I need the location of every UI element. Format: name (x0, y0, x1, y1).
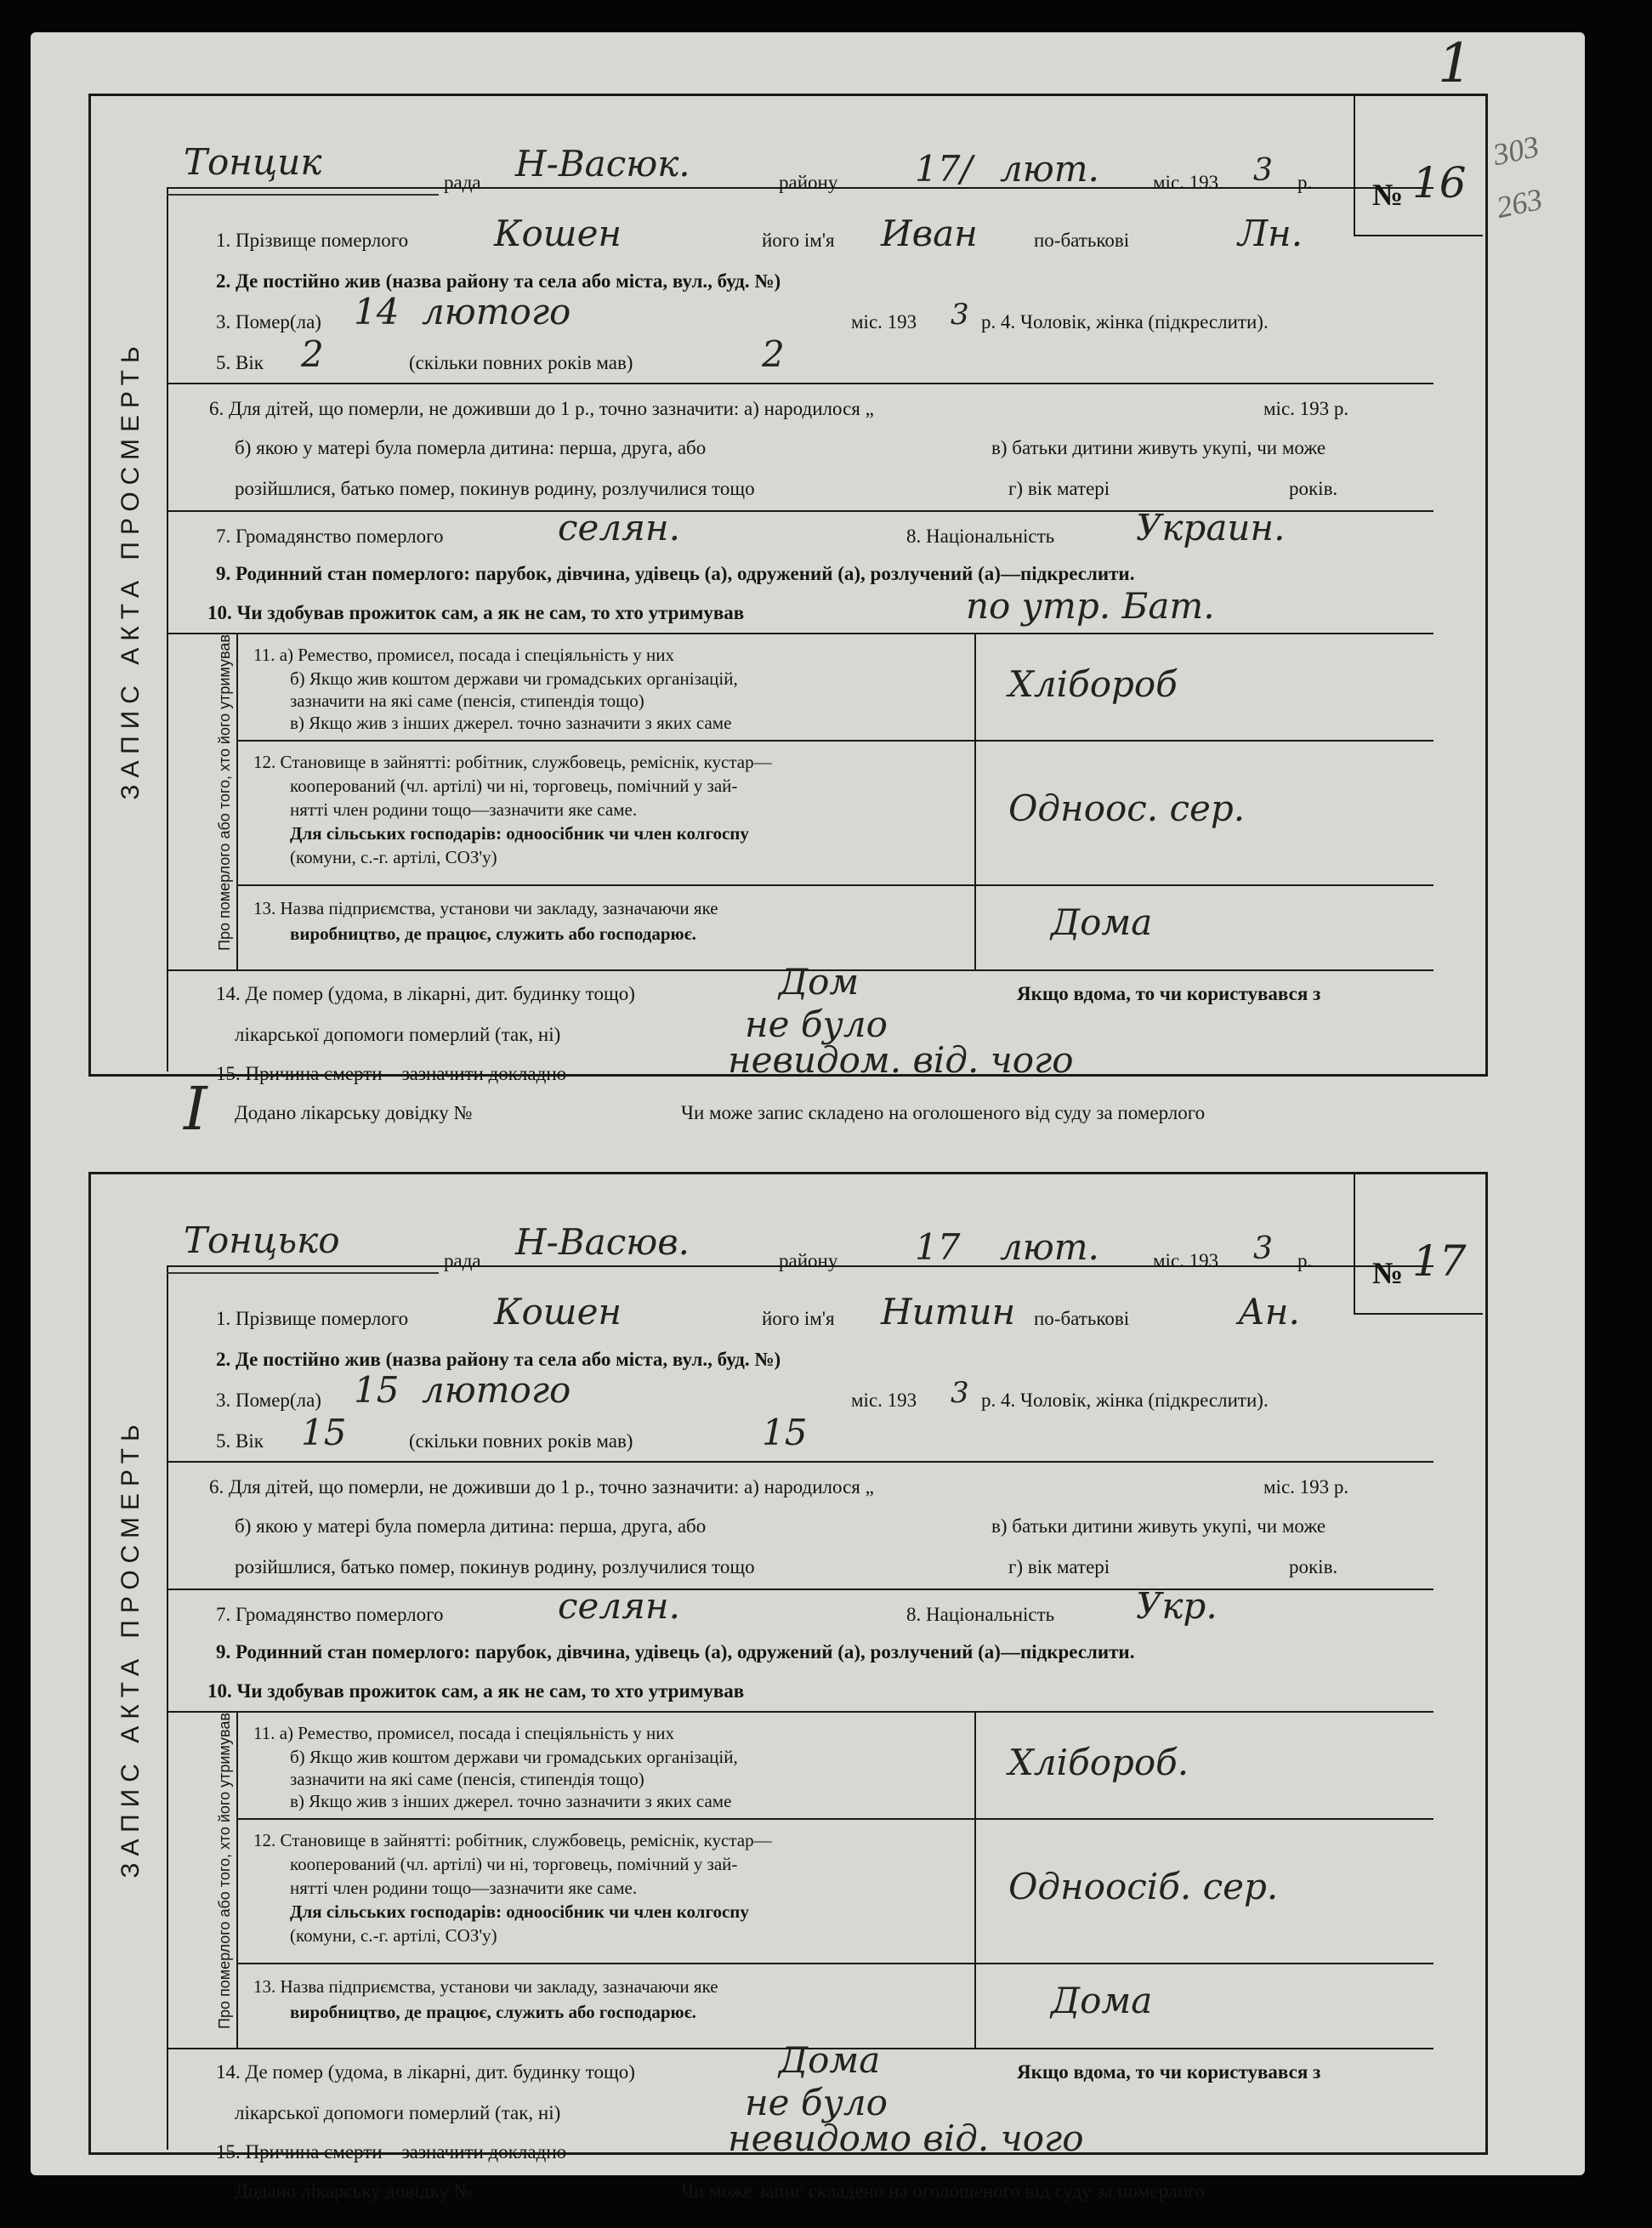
died-year-digit: 3 (951, 298, 969, 332)
infant-label: 6. Для дітей, що померли, не доживши до 1 р., точно зазначити: а) народилося „ (209, 398, 874, 419)
cause-value: невидомо від. чого (728, 2117, 1084, 2159)
cause-label: 15. Причина смерти—зазначити докладно (216, 2141, 567, 2163)
died-year-digit: 3 (951, 1376, 969, 1410)
age-value: 15 (301, 1412, 347, 1453)
patronymic-value: Лн. (1238, 213, 1303, 254)
medical-help-label: лікарської допомоги померлий (так, ні) (235, 2102, 561, 2123)
medical-help-label: лікарської допомоги померлий (так, ні) (235, 1024, 561, 1045)
workplace-value: Дома (1051, 1980, 1153, 2021)
died-year-label: міс. 193 (851, 311, 917, 332)
surname-value: Кошен (494, 1291, 622, 1333)
status-label-4: Для сільських господарів: одноосібник чи член колгоспу (290, 1901, 749, 1922)
occupation-label-2: б) Якщо жив коштом держави чи громадських організацій, (290, 1747, 738, 1767)
mother-age-label: г) вік матері (1008, 478, 1110, 499)
citizenship-label: 7. Громадянство померлого (216, 526, 444, 547)
section-side-label: Про померлого або того, хто його утримував (216, 634, 233, 951)
infant-label: 6. Для дітей, що померли, не доживши до 1 р., точно зазначити: а) народилося „ (209, 1476, 874, 1498)
status-label-5: (комуни, с.-г. артілі, СОЗ'у) (290, 1925, 497, 1946)
age-years-label: (скільки повних років мав) (409, 1430, 633, 1452)
residence-label: 2. Де постійно жив (назва району та села або міста, вул., буд. №) (216, 270, 781, 292)
support-value: по утр. Бат. (966, 585, 1215, 627)
year-r-label: р. (1297, 172, 1313, 193)
death-record-form-1 (31, 94, 1585, 1131)
margin-note-top: 303 (1490, 128, 1542, 173)
record-number-label: № (1372, 1256, 1404, 1290)
court-label: Чи може запис складено на оголошеного від суду за померлого (681, 1102, 1206, 1123)
medical-help-value: не було (745, 1003, 888, 1045)
nationality-label: 8. Національність (906, 1604, 1055, 1625)
marital-label: 9. Родинний стан померлого: парубок, дівчина, удівець (а), одружений (а), розлучений (а)—підкреслити. (216, 1641, 1135, 1662)
death-place-value: Дома (779, 2039, 881, 2081)
death-record-form-2 (31, 1172, 1585, 2209)
court-label: Чи може запис складено на оголошеного від суду за померлого (681, 2180, 1206, 2202)
status-label-2: кооперований (чл. артілі) чи ні, торговець, помічний у зай- (290, 776, 738, 796)
rada-value: Тонцик (184, 141, 322, 183)
status-label-2: кооперований (чл. артілі) чи ні, торговець, помічний у зай- (290, 1854, 738, 1874)
certificate-label: Додано лікарську довідку № (235, 1102, 473, 1123)
mother-age-years-label: років. (1289, 478, 1338, 499)
citizenship-label: 7. Громадянство померлого (216, 1604, 444, 1625)
age-full-value: 15 (762, 1412, 808, 1453)
rada-label: рада (444, 1250, 481, 1271)
status-label-1: 12. Становище в зайнятті: робітник, службовець, реміснік, кустар— (253, 752, 772, 772)
status-value: Одноосіб. сер. (1008, 1866, 1279, 1907)
surname-label: 1. Прізвище померлого (216, 1308, 409, 1329)
occupation-value: Хлібороб (1008, 663, 1178, 705)
age-full-value: 2 (762, 333, 785, 375)
cause-value: невидом. від. чого (728, 1039, 1074, 1081)
mother-age-label: г) вік матері (1008, 1556, 1110, 1577)
died-month-value: лютого (422, 291, 571, 332)
rayon-label: району (779, 172, 838, 193)
date-day-value: 17 (915, 1226, 961, 1268)
status-value: Одноос. сер. (1008, 787, 1246, 829)
occupation-label-4: в) Якщо жив з інших джерел. точно зазначити з яких саме (290, 713, 732, 733)
status-label-4: Для сільських господарів: одноосібник чи член колгоспу (290, 823, 749, 844)
patronymic-label: по-батькові (1034, 230, 1130, 251)
infant-parents-label: в) батьки дитини живуть укупі, чи може (991, 1515, 1326, 1537)
infant-month-label: міс. 193 р. (1263, 398, 1349, 419)
workplace-label-2: виробництво, де працює, служить або господарює. (290, 924, 696, 944)
occupation-label-3: зазначити на які саме (пенсія, стипендія тощо) (290, 691, 644, 711)
date-day-value: 17/ (915, 148, 973, 190)
name-value: Иван (881, 213, 978, 254)
citizenship-value: селян. (558, 507, 680, 548)
certificate-label: Додано лікарську довідку № (235, 2180, 473, 2202)
name-label: його ім'я (762, 1308, 835, 1329)
infant-parents-label: в) батьки дитини живуть укупі, чи може (991, 437, 1326, 458)
cause-label: 15. Причина смерти—зазначити докладно (216, 1063, 567, 1084)
patronymic-label: по-батькові (1034, 1308, 1130, 1329)
marital-label: 9. Родинний стан померлого: парубок, дівчина, удівець (а), одружений (а), розлучений (а)—підкреслити. (216, 563, 1135, 584)
name-value: Нитин (881, 1291, 1016, 1333)
died-year-label: міс. 193 (851, 1390, 917, 1411)
side-title: ЗАПИС АКТА ПРОСМЕРТЬ (116, 339, 145, 800)
death-place-value: Дом (779, 961, 860, 1003)
month-year-label: міс. 193 (1153, 172, 1219, 193)
nationality-label: 8. Національність (906, 526, 1055, 547)
occupation-value: Хлібороб. (1008, 1742, 1189, 1783)
workplace-value: Дома (1051, 901, 1153, 943)
year-digit-value: 3 (1253, 153, 1273, 188)
record-number-value: 17 (1412, 1236, 1467, 1286)
patronymic-value: Ан. (1238, 1291, 1300, 1333)
rada-label: рада (444, 172, 481, 193)
mother-age-years-label: років. (1289, 1556, 1338, 1577)
rada-value: Тонцько (184, 1219, 340, 1261)
rayon-label: району (779, 1250, 838, 1271)
year-r-label: р. (1297, 1250, 1313, 1271)
citizenship-value: селян. (558, 1585, 680, 1627)
occupation-label-4: в) Якщо жив з інших джерел. точно зазначити з яких саме (290, 1791, 732, 1811)
year-digit-value: 3 (1253, 1231, 1273, 1266)
died-day-value: 14 (354, 291, 400, 332)
divider-mark: I (184, 1074, 207, 1144)
support-label: 10. Чи здобував прожиток сам, а як не сам, то хто утримував (207, 1680, 745, 1702)
date-month-value: лют. (1000, 1226, 1099, 1268)
status-label-5: (комуни, с.-г. артілі, СОЗ'у) (290, 847, 497, 867)
rayon-value: Н-Васюв. (515, 1221, 690, 1263)
status-label-1: 12. Становище в зайнятті: робітник, службовець, реміснік, кустар— (253, 1830, 772, 1850)
record-number-label: № (1372, 178, 1404, 212)
home-help-label: Якщо вдома, то чи користувався з (1017, 2061, 1321, 2083)
sex-label: р. 4. Чоловік, жінка (підкреслити). (981, 1390, 1269, 1411)
age-years-label: (скільки повних років мав) (409, 352, 633, 373)
margin-note-bottom: 263 (1493, 181, 1546, 225)
died-month-value: лютого (422, 1369, 571, 1411)
status-label-3: нятті член родини тощо—зазначити яке саме. (290, 1878, 638, 1898)
home-help-label: Якщо вдома, то чи користувався з (1017, 983, 1321, 1004)
infant-month-label: міс. 193 р. (1263, 1476, 1349, 1498)
workplace-label-2: виробництво, де працює, служить або господарює. (290, 2002, 696, 2022)
nationality-value: Укр. (1136, 1585, 1218, 1627)
month-year-label: міс. 193 (1153, 1250, 1219, 1271)
rayon-value: Н-Васюк. (515, 143, 690, 185)
residence-label: 2. Де постійно жив (назва району та села або міста, вул., буд. №) (216, 1349, 781, 1370)
medical-help-value: не було (745, 2082, 888, 2123)
name-label: його ім'я (762, 230, 835, 251)
occupation-label-1: 11. а) Ремество, промисел, посада і спеціяльність у них (253, 1723, 674, 1743)
surname-value: Кошен (494, 213, 622, 254)
died-day-value: 15 (354, 1369, 400, 1411)
support-label: 10. Чи здобував прожиток сам, а як не сам, то хто утримував (207, 602, 745, 623)
side-title: ЗАПИС АКТА ПРОСМЕРТЬ (116, 1418, 145, 1878)
date-month-value: лют. (1000, 148, 1099, 190)
infant-order-label: б) якою у матері була померла дитина: перша, друга, або (235, 1515, 707, 1537)
died-label: 3. Помер(ла) (216, 1390, 321, 1411)
infant-order-label: б) якою у матері була померла дитина: перша, друга, або (235, 437, 707, 458)
document-page (31, 32, 1585, 2202)
surname-label: 1. Прізвище померлого (216, 230, 409, 251)
sex-label: р. 4. Чоловік, жінка (підкреслити). (981, 311, 1269, 332)
nationality-value: Украин. (1136, 507, 1286, 548)
workplace-label-1: 13. Назва підприємства, установи чи закладу, зазначаючи яке (253, 898, 718, 918)
age-value: 2 (301, 333, 324, 375)
infant-divorce-label: розійшлися, батько помер, покинув родину, розлучилися тощо (235, 1556, 755, 1577)
occupation-label-2: б) Якщо жив коштом держави чи громадських організацій, (290, 668, 738, 689)
status-label-3: нятті член родини тощо—зазначити яке саме. (290, 799, 638, 820)
death-place-label: 14. Де помер (удома, в лікарні, дит. будинку тощо) (216, 2061, 635, 2083)
age-label: 5. Вік (216, 352, 264, 373)
record-number-value: 16 (1412, 158, 1467, 207)
infant-divorce-label: розійшлися, батько помер, покинув родину, розлучилися тощо (235, 478, 755, 499)
workplace-label-1: 13. Назва підприємства, установи чи закладу, зазначаючи яке (253, 1976, 718, 1997)
death-place-label: 14. Де помер (удома, в лікарні, дит. будинку тощо) (216, 983, 635, 1004)
occupation-label-1: 11. а) Ремество, промисел, посада і спеціяльність у них (253, 645, 674, 665)
corner-mark: 1 (1438, 32, 1473, 95)
section-side-label: Про померлого або того, хто його утримував (216, 1713, 233, 2029)
occupation-label-3: зазначити на які саме (пенсія, стипендія тощо) (290, 1769, 644, 1789)
age-label: 5. Вік (216, 1430, 264, 1452)
died-label: 3. Помер(ла) (216, 311, 321, 332)
